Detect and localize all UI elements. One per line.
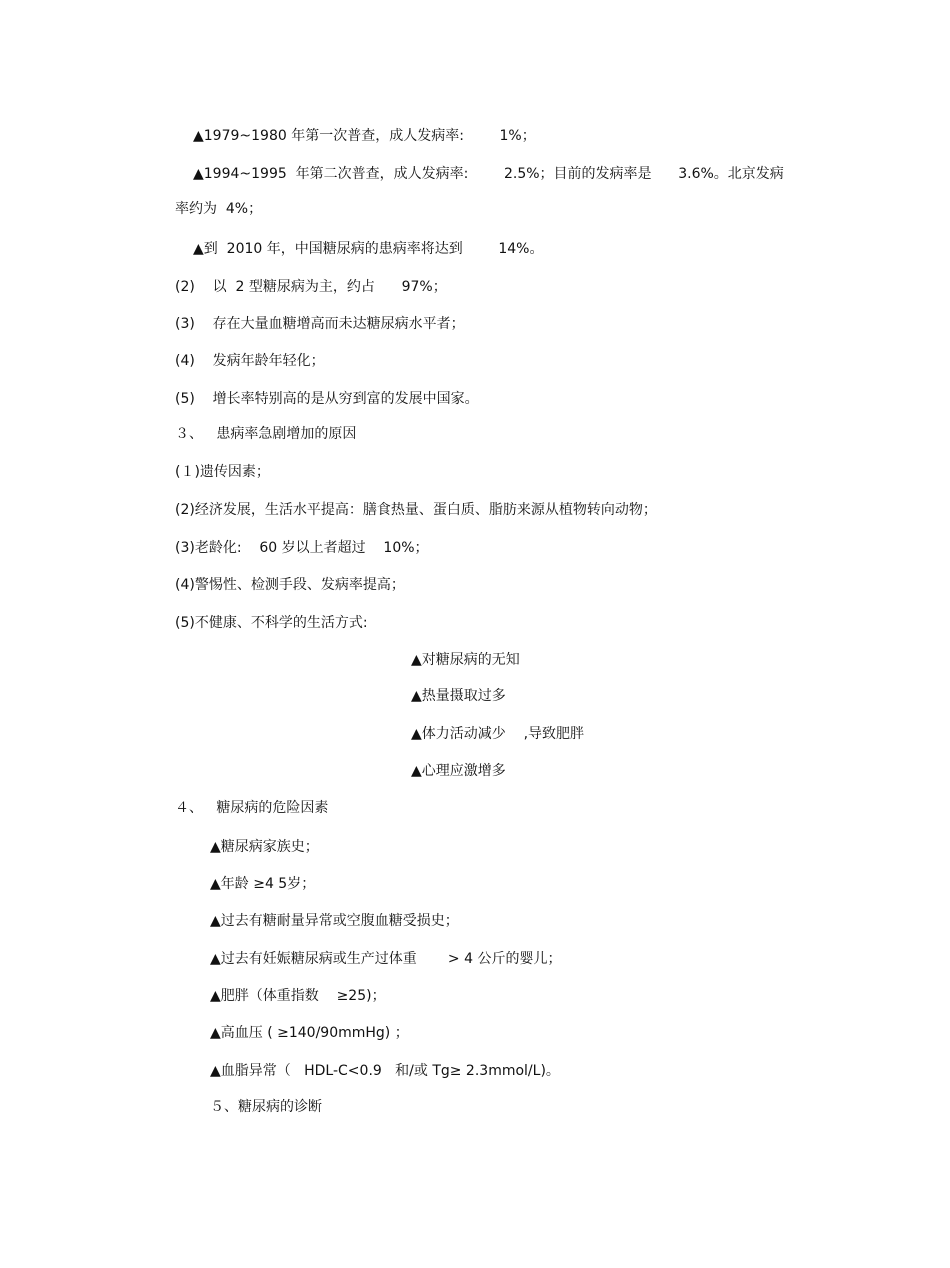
text-line: ▲1994~1995 年第二次普查，成人发病率: 2.5%；目前的发病率是 3.6%。北京发病 xyxy=(193,166,784,182)
text-line: (１)遗传因素； xyxy=(175,464,270,480)
text-line: ▲到 2010 年，中国糖尿病的患病率将达到 14%。 xyxy=(193,241,544,257)
bullet-item: ▲对糖尿病的无知 xyxy=(411,652,520,668)
bullet-item: ▲高血压 ( ≥140/90mmHg) ； xyxy=(210,1025,409,1041)
bullet-item: ▲血脂异常（ HDL-C<0.9 和/或 Tg≥ 2.3mmol/L)。 xyxy=(210,1063,560,1079)
text-line: (5)不健康、不科学的生活方式: xyxy=(175,615,368,631)
bullet-item: ▲年龄 ≥4 5岁； xyxy=(210,876,316,892)
text-line: 率约为 4%； xyxy=(175,201,263,217)
text-line: ▲1979~1980 年第一次普查，成人发病率: 1%； xyxy=(193,128,536,144)
section-heading: ４、 糖尿病的危险因素 xyxy=(175,800,329,816)
text-line: (5) 增长率特别高的是从穷到富的发展中国家。 xyxy=(175,391,479,407)
bullet-item: ▲过去有糖耐量异常或空腹血糖受损史； xyxy=(210,913,459,929)
bullet-item: ▲肥胖（体重指数 ≥25)； xyxy=(210,988,386,1004)
text-line: (4)警惕性、检测手段、发病率提高； xyxy=(175,577,405,593)
bullet-item: ▲过去有妊娠糖尿病或生产过体重 > 4 公斤的婴儿； xyxy=(210,951,562,967)
bullet-item: ▲热量摄取过多 xyxy=(411,688,506,704)
text-line: (3)老龄化: 60 岁以上者超过 10%； xyxy=(175,540,429,556)
bullet-item: ▲体力活动减少 ,导致肥胖 xyxy=(411,726,585,742)
text-line: (4) 发病年龄年轻化； xyxy=(175,353,325,369)
text-line: (3) 存在大量血糖增高而未达糖尿病水平者； xyxy=(175,316,465,332)
bullet-item: ▲心理应激增多 xyxy=(411,763,506,779)
section-heading: ５、糖尿病的诊断 xyxy=(210,1099,322,1115)
section-heading: ３、 患病率急剧增加的原因 xyxy=(175,426,357,442)
text-line: (2) 以 2 型糖尿病为主，约占 97%； xyxy=(175,279,447,295)
text-line: (2)经济发展，生活水平提高：膳食热量、蛋白质、脂肪来源从植物转向动物； xyxy=(175,502,657,518)
bullet-item: ▲糖尿病家族史； xyxy=(210,839,319,855)
